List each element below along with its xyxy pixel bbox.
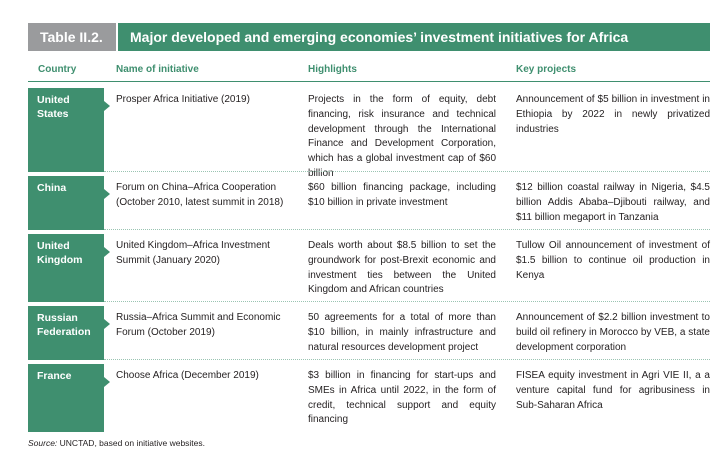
projects-cell: Announcement of $5 billion in investment in Ethiopia by 2022 in newly privatized industries <box>516 94 710 135</box>
highlights-cell: $60 billion financing package, including $10 billion in private investment <box>308 182 496 208</box>
row-divider <box>104 229 710 230</box>
row-arrow-icon <box>104 101 110 111</box>
country-cell: France <box>28 364 104 432</box>
projects-cell: Announcement of $2.2 billion investment to build oil refinery in Morocco by VEB, a state development corporation <box>516 312 710 353</box>
table-row <box>28 176 710 230</box>
row-arrow-icon <box>104 377 110 387</box>
row-arrow-icon <box>104 247 110 257</box>
highlights-cell: Deals worth about $8.5 billion to set the groundwork for post-Brexit economic and investment ties between the United Kingdom and African countries <box>308 240 496 296</box>
table-label: Table II.2. <box>28 23 116 51</box>
table-row <box>28 364 710 432</box>
initiative-name: Forum on China–Africa Cooperation (October 2010, latest summit in 2018) <box>116 182 284 208</box>
initiative-name: Russia–Africa Summit and Economic Forum (October 2019) <box>116 312 281 338</box>
table-row <box>28 306 710 360</box>
source-text: UNCTAD, based on initiative websites. <box>57 438 206 448</box>
highlights-cell: $3 billion in financing for start-ups and SMEs in Africa until 2022, in the form of credit, technical support and equity financing <box>308 370 496 426</box>
country-cell: Russian Federation <box>28 306 104 360</box>
initiative-name: Prosper Africa Initiative (2019) <box>116 94 250 105</box>
row-divider <box>104 171 710 172</box>
header-highlights: Highlights <box>308 64 357 75</box>
row-divider <box>104 359 710 360</box>
projects-cell: FISEA equity investment in Agri VIE II, a a venture capital fund for agribusiness in Sub-Saharan Africa <box>516 370 710 411</box>
header-projects: Key projects <box>516 64 577 75</box>
projects-cell: Tullow Oil announcement of investment of $1.5 billion to continue oil production in Kenya <box>516 240 710 281</box>
row-arrow-icon <box>104 319 110 329</box>
initiative-name: United Kingdom–Africa Investment Summit (January 2020) <box>116 240 270 266</box>
source-label: Source: <box>28 438 58 448</box>
column-headers <box>28 61 710 82</box>
table-title: Major developed and emerging economies’ investment initiatives for Africa <box>116 23 710 51</box>
row-divider <box>104 301 710 302</box>
table-title-bar <box>28 23 710 51</box>
country-cell: China <box>28 176 104 230</box>
country-cell: United Kingdom <box>28 234 104 302</box>
projects-cell: $12 billion coastal railway in Nigeria, $4.5 billion Addis Ababa–Djibouti railway, and $11 billion megaport in Tanzania <box>516 182 710 223</box>
highlights-cell: 50 agreements for a total of more than $10 billion, in mainly infrastructure and natural resources development project <box>308 312 496 353</box>
source-note <box>28 438 205 448</box>
initiative-name: Choose Africa (December 2019) <box>116 370 259 381</box>
row-arrow-icon <box>104 189 110 199</box>
country-cell: United States <box>28 88 104 172</box>
header-name: Name of initiative <box>116 64 199 75</box>
highlights-cell: Projects in the form of equity, debt financing, risk insurance and technical development through the International Finance and Development Corporation, which has a global investment cap of $60 billion <box>308 94 496 179</box>
header-country: Country <box>38 64 77 75</box>
table-row <box>28 88 710 179</box>
table-row <box>28 234 710 302</box>
